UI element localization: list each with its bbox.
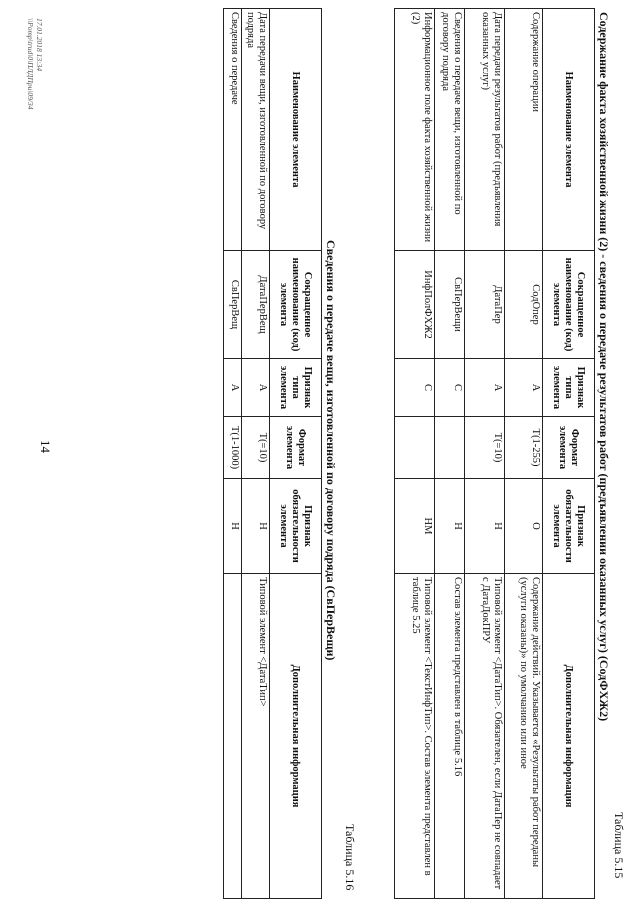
table-cell [395,417,435,479]
table-cell: Дата передачи вещи, изготовленной по договору подряда [242,9,270,251]
table-cell: T(1-1000) [224,417,242,479]
table-cell: С [435,359,465,417]
header-cell: Признак типа элемента [270,359,322,417]
table-cell: Содержание действий. Указывается «Результаты работ переданы (услуги оказаны)» по умолчанию или иное [505,574,543,899]
table-cell: Содержание операции [505,9,543,251]
header-cell: Дополнительная информация [270,574,322,899]
table-cell: СвПерВещ [224,251,242,359]
header-cell: Признак обязательности элемента [270,479,322,574]
table-cell: Сведения о передаче [224,9,242,251]
table-cell: Сведения о передаче вещи, изготовленной по договору подряда [435,9,465,251]
table-cell [224,574,242,899]
table-cell: Н [435,479,465,574]
header-cell: Формат элемента [543,417,595,479]
table-cell: ДатаПерВещ [242,251,270,359]
table-cell: А [505,359,543,417]
table-cell: Дата передачи результатов работ (предъявления оказанных услуг) [465,9,505,251]
table-title: Содержание факта хозяйственной жизни (2) - сведения о передаче результатов работ (предъявлении оказанных услуг) (СодФХЖ2) [597,12,611,722]
table-cell: А [224,359,242,417]
header-cell: Дополнительная информация [543,574,595,899]
table-row [505,9,543,899]
footer-line: 17.01.2018 13:34 [35,18,44,72]
table-cell: Типовой элемент <ДатаТип>. Обязателен, если ДатаПер не совпадает с ДатаДокПРУ [465,574,505,899]
header-cell: Признак типа элемента [543,359,595,417]
table-cell: А [465,359,505,417]
table-row [242,9,270,899]
table-cell: T(1-255) [505,417,543,479]
table-label: Таблица 5.16 [343,824,357,891]
header-cell: Наименование элемента [543,9,595,251]
table-row [224,9,242,899]
footer-line: \\Pomp\trud\0\ПЛДПри\09/34 [26,18,35,110]
footer-print-info [26,18,44,110]
header-cell: Сокращенное наименование (код) элемента [543,251,595,359]
data-table-5-16 [223,8,322,899]
table-row [435,9,465,899]
table-row [465,9,505,899]
header-cell: Формат элемента [270,417,322,479]
table-cell: СвПерВещи [435,251,465,359]
table-label: Таблица 5.15 [612,812,626,879]
table-cell: Состав элемента представлен в таблице 5.16 [435,574,465,899]
table-cell: Информационное поле факта хозяйственной жизни (2) [395,9,435,251]
table-cell: Н [242,479,270,574]
table-cell [435,417,465,479]
table-cell: Типовой элемент <ТекстИнфТип>. Состав элемента представлен в таблице 5.25 [395,574,435,899]
header-cell: Сокращенное наименование (код) элемента [270,251,322,359]
table-cell: НМ [395,479,435,574]
table-cell: T(=10) [465,417,505,479]
table-cell: ДатаПер [465,251,505,359]
table-cell: С [395,359,435,417]
table-cell: Н [224,479,242,574]
page-number: 14 [38,440,53,453]
table-cell: СодОпер [505,251,543,359]
table-cell: T(=10) [242,417,270,479]
table-cell: Н [465,479,505,574]
data-table-5-15 [394,8,595,899]
table-header-row [543,9,595,899]
table-cell: ИнфПолФХЖ2 [395,251,435,359]
table-cell: Типовой элемент <ДатаТип> [242,574,270,899]
header-cell: Наименование элемента [270,9,322,251]
table-header-row [270,9,322,899]
table-row [395,9,435,899]
header-cell: Признак обязательности элемента [543,479,595,574]
table-title: Сведения о передаче вещи, изготовленной по договору подряда (СвПерВещи) [324,240,338,661]
table-cell: А [242,359,270,417]
table-cell: О [505,479,543,574]
